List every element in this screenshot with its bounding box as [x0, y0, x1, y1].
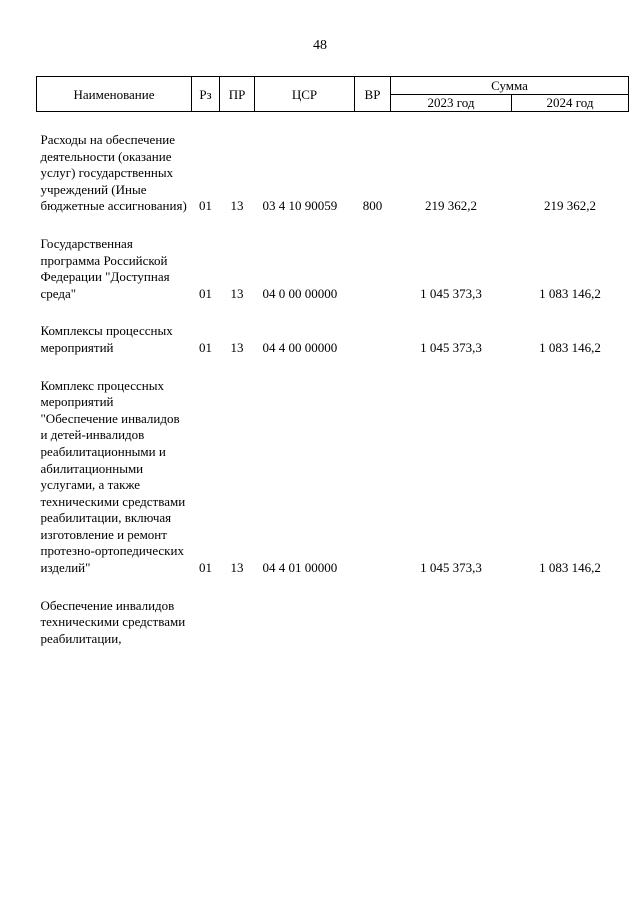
- table-row: [37, 598, 629, 648]
- row-rz: 01: [199, 198, 212, 214]
- row-csr: 04 0 00 00000: [262, 285, 338, 301]
- header-csr: ЦСР: [255, 77, 355, 112]
- table-row: [37, 378, 629, 577]
- row-sum-2023: 1 045 373,3: [420, 285, 482, 301]
- row-rz: 01: [199, 560, 212, 576]
- row-sum-2024: 219 362,2: [544, 198, 596, 214]
- row-sum-2023: [391, 598, 512, 648]
- row-sum-2023: 1 045 373,3: [420, 339, 482, 355]
- row-csr: 03 4 10 90059: [262, 198, 338, 214]
- row-name: Комплекс процессных мероприятий "Обеспечение инвалидов и детей-инвалидов реабилитационными и абилитационными услугами, а также техническими средствами реабилитации, включая изготовление и ремонт протезно-ортопедических изделий": [40, 377, 186, 576]
- row-rz: [192, 598, 220, 648]
- row-vr: [355, 378, 391, 577]
- table-row: [37, 132, 629, 215]
- row-vr: [355, 598, 391, 648]
- row-name: Расходы на обеспечение деятельности (оказание услуг) государственных учреждений (Иные бюджетные ассигнования): [40, 132, 187, 214]
- table-header: [37, 77, 629, 112]
- row-sum-2023: 1 045 373,3: [420, 560, 482, 576]
- row-sum-2024: [512, 598, 629, 648]
- row-csr: 04 4 00 00000: [262, 339, 338, 355]
- header-year-2023: 2023 год: [391, 94, 512, 112]
- row-sum-2023: 219 362,2: [425, 198, 477, 214]
- page-number: 48: [313, 38, 327, 53]
- row-pr: 13: [230, 339, 244, 355]
- row-csr: 04 4 01 00000: [262, 560, 338, 576]
- header-pr: ПР: [220, 77, 255, 112]
- row-sum-2024: 1 083 146,2: [539, 339, 601, 355]
- row-rz: 01: [199, 339, 212, 355]
- row-csr: [255, 598, 355, 648]
- row-vr: [355, 323, 391, 356]
- table-row: [37, 323, 629, 356]
- row-sum-2024: 1 083 146,2: [539, 560, 601, 576]
- row-rz: 01: [199, 285, 212, 301]
- table-row: [37, 236, 629, 302]
- row-pr: 13: [230, 560, 244, 576]
- header-sum: Сумма: [391, 77, 629, 95]
- row-vr: [355, 236, 391, 302]
- row-name: Государственная программа Российской Федерации "Доступная среда": [40, 235, 170, 301]
- budget-table: [36, 76, 629, 647]
- row-name: Комплексы процессных мероприятий: [40, 323, 173, 355]
- row-pr: 13: [230, 285, 244, 301]
- row-pr: 13: [230, 198, 244, 214]
- header-vr: ВР: [355, 77, 391, 112]
- row-name: Обеспечение инвалидов техническими средствами реабилитации,: [40, 597, 186, 646]
- header-year-2024: 2024 год: [512, 94, 629, 112]
- row-sum-2024: 1 083 146,2: [539, 285, 601, 301]
- header-name: Наименование: [37, 77, 192, 112]
- row-vr: 800: [362, 198, 383, 214]
- header-rz: Рз: [192, 77, 220, 112]
- row-pr: [220, 598, 255, 648]
